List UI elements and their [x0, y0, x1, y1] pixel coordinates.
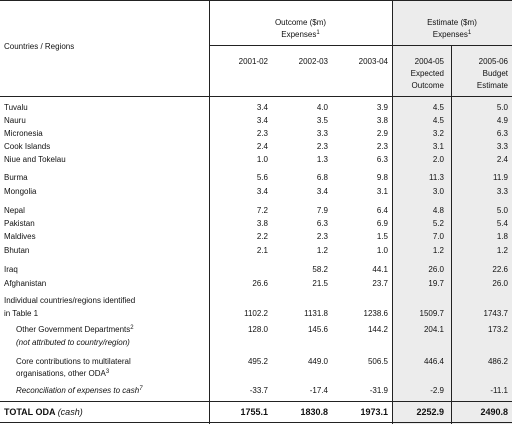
- row-label: Afghanistan: [4, 279, 47, 288]
- cell: 2.3: [376, 142, 388, 151]
- cell: 6.3: [316, 219, 328, 228]
- row-label: Cook Islands: [4, 142, 51, 151]
- cell: 26.0: [428, 265, 444, 274]
- cell: 3.4: [256, 187, 268, 196]
- table-row: [0, 278, 512, 290]
- core-label-line2: organisations, other ODA$^3$: [16, 369, 110, 378]
- cell: 7.0: [432, 232, 444, 241]
- row-label: Nepal: [4, 206, 25, 215]
- cell: 6.8: [316, 173, 328, 182]
- cell: 1.2: [316, 246, 328, 255]
- cell: 486.2: [487, 357, 508, 366]
- table-row: [0, 141, 512, 153]
- cell: 1743.7: [483, 309, 508, 318]
- cell: 6.4: [376, 206, 388, 215]
- table-row: [0, 231, 512, 243]
- reconciliation-label: Reconciliation of expenses to cash$^7$: [16, 386, 143, 395]
- core-row: [0, 356, 512, 368]
- core-label-line1: Core contributions to multilateral: [16, 357, 131, 366]
- cell: -11.1: [490, 386, 508, 395]
- cell: 2.4: [256, 142, 268, 151]
- cell: 3.9: [376, 103, 388, 112]
- cell: 3.4: [316, 187, 328, 196]
- cell: 3.3: [496, 142, 508, 151]
- cell: 4.5: [432, 116, 444, 125]
- cell: 3.1: [432, 142, 444, 151]
- cell: 2.2: [256, 232, 268, 241]
- cell: 2.4: [496, 155, 508, 164]
- estimate-rule: [392, 45, 512, 46]
- top-rule: [0, 0, 512, 1]
- row-label: Nauru: [4, 116, 26, 125]
- cell: 1.3: [316, 155, 328, 164]
- year-2005-line2: Budget: [482, 69, 508, 78]
- other-gov-note: (not attributed to country/region): [16, 338, 130, 347]
- cell: 21.5: [312, 279, 328, 288]
- cell: 11.3: [429, 173, 444, 182]
- cell: 11.9: [493, 173, 508, 182]
- year-2004-line2: Expected: [410, 69, 444, 78]
- other-gov-row: [0, 324, 512, 336]
- reconciliation-row: [0, 385, 512, 397]
- cell: 1.8: [496, 232, 508, 241]
- cell: 3.8: [256, 219, 268, 228]
- core-label-row2: [0, 368, 512, 380]
- year-2005: 2005-06: [478, 57, 508, 66]
- row-label: Tuvalu: [4, 103, 28, 112]
- cell: 1238.6: [363, 309, 388, 318]
- table-row: [0, 154, 512, 166]
- header-rule: [0, 96, 512, 97]
- cell: 128.0: [247, 325, 268, 334]
- cell: 6.9: [376, 219, 388, 228]
- year-2005-line3: Estimate: [476, 81, 508, 90]
- cell: 19.7: [428, 279, 444, 288]
- table-row: [0, 128, 512, 140]
- cell: 3.3: [316, 129, 328, 138]
- cell: 1131.8: [304, 309, 328, 318]
- cell: 7.2: [256, 206, 268, 215]
- cell: 3.5: [316, 116, 328, 125]
- total-row: [0, 406, 512, 418]
- cell: 7.9: [316, 206, 328, 215]
- cell: 26.6: [252, 279, 268, 288]
- cell: -31.9: [369, 386, 388, 395]
- year-2002: 2002-03: [298, 57, 328, 66]
- cell: 9.8: [376, 173, 388, 182]
- cell: 144.2: [367, 325, 388, 334]
- cell: 449.0: [307, 357, 328, 366]
- cell: 173.2: [487, 325, 508, 334]
- cell: 2.3: [316, 232, 328, 241]
- estimate-sub: Expenses$^1$: [432, 30, 472, 39]
- cell: 1.2: [432, 246, 444, 255]
- cell: 1.0: [376, 246, 388, 255]
- other-gov-label: Other Government Departments$^2$: [16, 325, 134, 334]
- cell: 1.2: [496, 246, 508, 255]
- cell: 2.0: [432, 155, 444, 164]
- cell: 1.0: [256, 155, 268, 164]
- cell: 145.6: [307, 325, 328, 334]
- cell: 446.4: [423, 357, 444, 366]
- identified-label-line2: in Table 1: [4, 309, 39, 318]
- cell: 3.4: [256, 103, 268, 112]
- cell: 1755.1: [240, 407, 268, 417]
- cell: 4.5: [432, 103, 444, 112]
- countries-regions-label: Countries / Regions: [4, 42, 75, 51]
- cell: 23.7: [372, 279, 388, 288]
- table-row: [0, 102, 512, 114]
- cell: 5.0: [496, 206, 508, 215]
- cell: 6.3: [376, 155, 388, 164]
- cell: 1830.8: [300, 407, 328, 417]
- cell: 2.1: [256, 246, 268, 255]
- row-label: Niue and Tokelau: [4, 155, 66, 164]
- cell: 6.3: [496, 129, 508, 138]
- cell: 22.6: [492, 265, 508, 274]
- table-row: [0, 172, 512, 184]
- cell: 5.4: [496, 219, 508, 228]
- cell: 58.2: [312, 265, 328, 274]
- cell: 495.2: [247, 357, 268, 366]
- year-2003: 2003-04: [358, 57, 388, 66]
- row-label: Iraq: [4, 265, 18, 274]
- outcome-sub: Expenses$^1$: [281, 30, 320, 39]
- cell: 3.4: [256, 116, 268, 125]
- cell: 3.2: [432, 129, 444, 138]
- cell: -2.9: [430, 386, 444, 395]
- total-top-rule: [0, 401, 512, 402]
- cell: 3.1: [376, 187, 388, 196]
- cell: 4.0: [316, 103, 328, 112]
- table-row: [0, 218, 512, 230]
- identified-label-line1: Individual countries/regions identified: [4, 296, 136, 305]
- table-row: [0, 186, 512, 198]
- cell: 2490.8: [480, 407, 508, 417]
- year-2004-line3: Outcome: [411, 81, 444, 90]
- cell: 3.0: [432, 187, 444, 196]
- cell: 5.6: [256, 173, 268, 182]
- cell: 2.9: [376, 129, 388, 138]
- outcome-title: Outcome ($m): [274, 18, 327, 27]
- cell: 1973.1: [360, 407, 388, 417]
- estimate-title: Estimate ($m): [427, 18, 477, 27]
- table-row: [0, 264, 512, 276]
- row-label: Bhutan: [4, 246, 30, 255]
- other-gov-note-row: [0, 337, 512, 349]
- identified-row: [0, 308, 512, 320]
- cell: 5.2: [432, 219, 444, 228]
- cell: 2.3: [316, 142, 328, 151]
- table-row: [0, 205, 512, 217]
- year-2001: 2001-02: [238, 57, 268, 66]
- cell: 4.9: [496, 116, 508, 125]
- table-row: [0, 115, 512, 127]
- cell: -33.7: [249, 386, 268, 395]
- cell: 3.3: [496, 187, 508, 196]
- cell: 1.5: [376, 232, 388, 241]
- table-row: [0, 245, 512, 257]
- cell: 1102.2: [244, 309, 268, 318]
- row-label: Burma: [4, 173, 28, 182]
- cell: 2252.9: [416, 407, 444, 417]
- year-2004: 2004-05: [414, 57, 444, 66]
- cell: 3.8: [376, 116, 388, 125]
- cell: -17.4: [309, 386, 328, 395]
- bottom-rule: [0, 422, 512, 423]
- cell: 4.8: [432, 206, 444, 215]
- row-label: Micronesia: [4, 129, 43, 138]
- identified-label-row: [0, 295, 512, 307]
- outcome-rule: [209, 45, 392, 46]
- row-label: Maldives: [4, 232, 36, 241]
- cell: 506.5: [367, 357, 388, 366]
- cell: 5.0: [496, 103, 508, 112]
- total-label: TOTAL ODA (cash): [4, 407, 83, 417]
- cell: 2.3: [256, 129, 268, 138]
- cell: 44.1: [372, 265, 388, 274]
- cell: 26.0: [492, 279, 508, 288]
- cell: 204.1: [423, 325, 444, 334]
- row-label: Pakistan: [4, 219, 35, 228]
- cell: 1509.7: [419, 309, 444, 318]
- row-label: Mongolia: [4, 187, 37, 196]
